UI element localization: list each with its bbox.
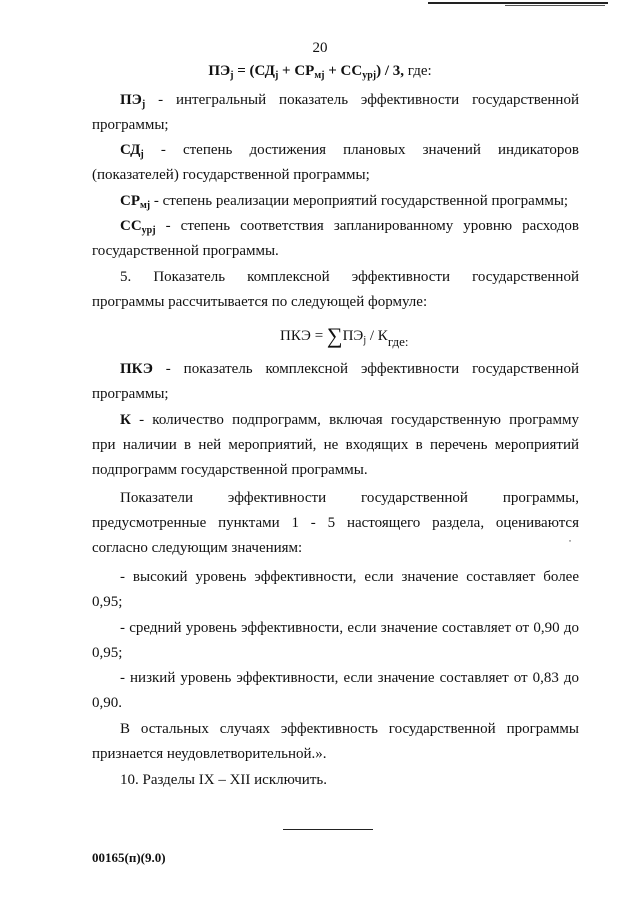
definition-sd: $СД_j$ - степень достижения плановых значений индикаторов (показателей) государственной программы; (92, 142, 579, 183)
top-rule-secondary (505, 5, 605, 6)
paragraph-values: Показатели эффективности государственной программы, предусмотренные пунктами 1 - 5 настоящего раздела, оцениваются согласно следующим значениям: (92, 490, 579, 556)
level-medium: - средний уровень эффективности, если значение составляет от 0,90 до 0,95; (92, 620, 579, 661)
definition-sr: $СР_{мj}$ - степень реализации мероприятий государственной программы; (120, 193, 569, 211)
level-high: - высокий уровень эффективности, если значение составляет более 0,95; (92, 569, 579, 610)
definition-pe: $ПЭ_j$ - интегральный показатель эффективности государственной программы; (92, 92, 579, 133)
formula-pke: ПКЭ = $\sum ПЭ_j / К_{где:}$ (280, 323, 409, 349)
document-code: 00165(п)(9.0) (92, 850, 166, 865)
definition-ss: $СС_{урj}$ - степень соответствия запланированному уровню расходов государственной программы. (92, 218, 579, 259)
top-rule (428, 2, 608, 4)
paragraph-5: 5. Показатель комплексной эффективности государственной программы рассчитывается по следующей формуле: (92, 269, 579, 310)
level-low: - низкий уровень эффективности, если значение составляет от 0,83 до 0,90. (92, 670, 579, 711)
page-number: 20 (312, 40, 328, 56)
stray-mark: ˙ (568, 537, 572, 551)
paragraph-other: В остальных случаях эффективность государственной программы признается неудовлетворительной.». (92, 721, 579, 762)
definition-k: К - количество подпрограмм, включая государственную программу при наличии в ней мероприятий, не входящих в перечень мероприятий подпрограмм государственной программы. (92, 412, 579, 478)
paragraph-10: 10. Разделы IX – XII исключить. (120, 772, 327, 788)
formula-pe: $ПЭ_j = (СД_j + СР_{мj} + СС_{урj}) / 3$, где: (208, 63, 432, 81)
bottom-rule (283, 829, 373, 830)
definition-pke: ПКЭ - показатель комплексной эффективности государственной программы; (92, 361, 579, 402)
